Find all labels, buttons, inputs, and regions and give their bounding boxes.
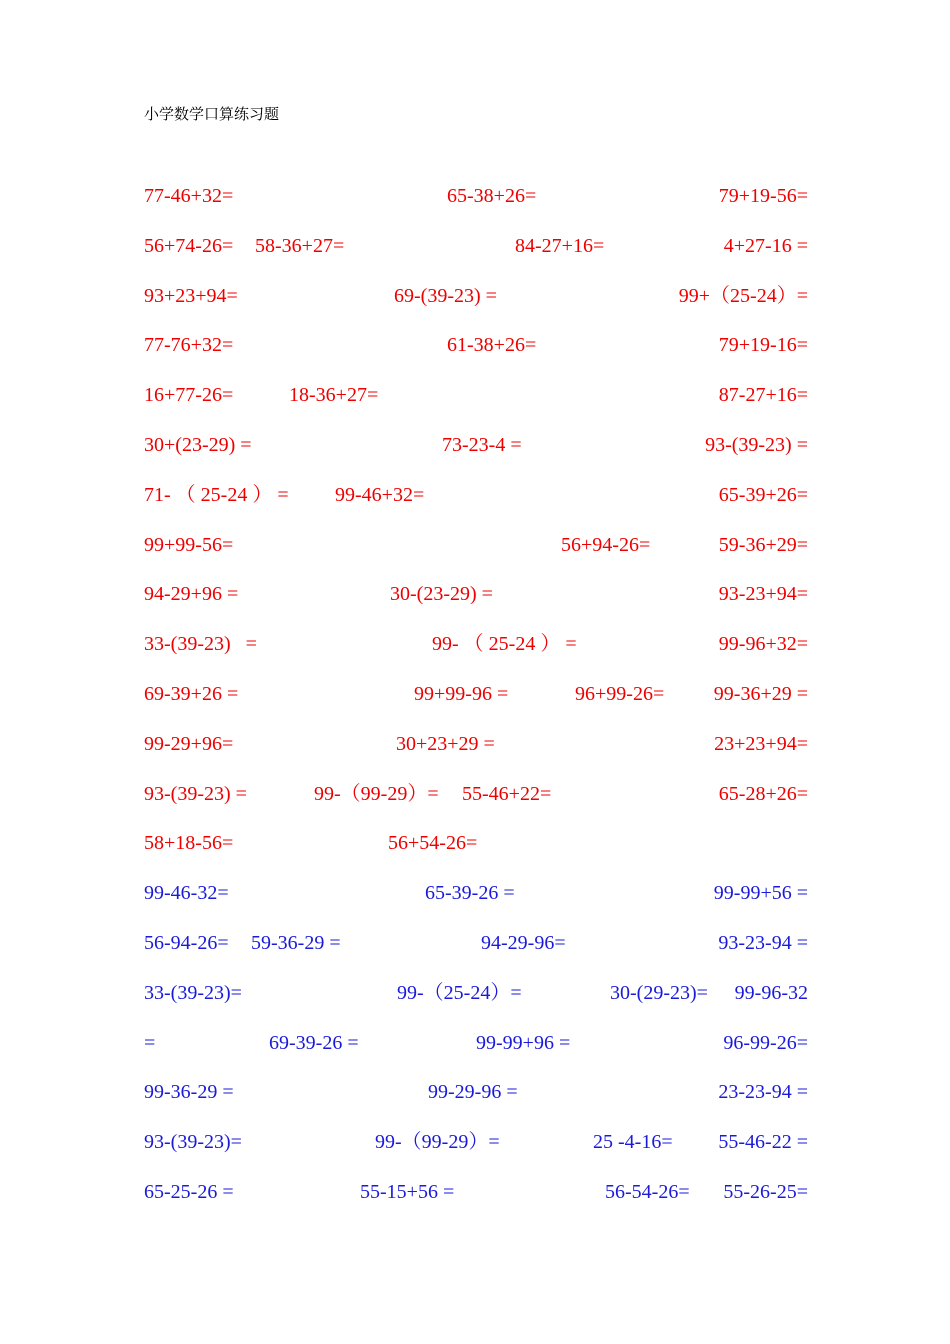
math-problem: 65-28+26= — [718, 782, 808, 805]
problem-row — [144, 532, 808, 558]
math-problem: 16+77-26= — [144, 384, 234, 407]
problem-row — [144, 880, 808, 906]
problem-row — [144, 1030, 808, 1056]
math-problem: 93-23+94= — [718, 583, 808, 606]
math-problem: 69-(39-23) = — [394, 284, 497, 307]
math-problem: 30+23+29 = — [396, 732, 495, 755]
math-problem: 69-39-26 = — [269, 1031, 359, 1054]
problem-row — [144, 283, 808, 309]
problem-row — [144, 183, 808, 209]
math-problem: 30-(29-23)= — [610, 981, 708, 1004]
math-problem: 65-39+26= — [718, 483, 808, 506]
problem-row — [144, 482, 808, 508]
math-problem: 65-39-26 = — [425, 882, 515, 905]
math-problem: 55-15+56 = — [360, 1181, 455, 1203]
math-problem: 99-36+29 = — [713, 683, 808, 705]
math-problem: 58+18-56= — [144, 832, 234, 855]
problem-row — [144, 830, 808, 856]
math-problem: 30-(23-29) = — [390, 583, 493, 606]
problem-row — [144, 233, 808, 259]
math-problem: 99- （ 25-24 ） = — [432, 633, 577, 656]
math-problem: 99+99-56= — [144, 533, 234, 556]
math-problem: 93-(39-23) = — [144, 782, 247, 805]
math-problem: 99-29+96= — [144, 732, 234, 755]
math-problem: 96-99-26= — [723, 1031, 808, 1054]
math-problem: 55-26-25= — [723, 1181, 808, 1203]
math-problem: 93+23+94= — [144, 284, 238, 307]
math-problem: 65-25-26 = — [144, 1181, 234, 1203]
math-problem: 99+（25-24）= — [678, 284, 808, 307]
math-problem: = — [144, 1031, 156, 1054]
problem-row — [144, 1129, 808, 1155]
problem-row — [144, 781, 808, 807]
math-problem: 33-(39-23) = — [144, 633, 257, 656]
math-problem: 99-36-29 = — [144, 1081, 234, 1104]
problem-row — [144, 382, 808, 408]
math-problem: 56+54-26= — [388, 832, 478, 855]
math-problem: 79+19-56= — [718, 185, 808, 207]
math-problem: 99-29-96 = — [428, 1081, 518, 1104]
problem-row — [144, 581, 808, 607]
math-problem: 99-（25-24）= — [397, 981, 522, 1004]
math-problem: 99-46-32= — [144, 882, 229, 905]
math-problem: 61-38+26= — [447, 334, 537, 357]
math-problem: 99-46+32= — [335, 483, 425, 506]
math-problem: 56-94-26= — [144, 932, 229, 954]
math-problem: 56+94-26= — [561, 533, 651, 556]
math-problem: 65-38+26= — [447, 185, 537, 207]
math-problem: 93-(39-23) = — [705, 434, 808, 456]
math-problem: 96+99-26= — [575, 683, 665, 705]
math-problem: 99-96-32 — [734, 981, 808, 1004]
math-problem: 99-99+56 = — [713, 882, 808, 905]
math-problem: 84-27+16= — [515, 234, 605, 257]
math-problem: 23+23+94= — [714, 732, 808, 755]
math-problem: 73-23-4 = — [442, 434, 522, 456]
worksheet-title: 小学数学口算练习题 — [144, 105, 280, 123]
math-problem: 99+99-96 = — [414, 683, 509, 705]
math-problem: 87-27+16= — [718, 384, 808, 407]
problem-row — [144, 332, 808, 358]
math-problem: 55-46-22 = — [718, 1131, 808, 1154]
math-problem: 79+19-16= — [718, 334, 808, 357]
math-problem: 99-96+32= — [718, 633, 808, 656]
math-problem: 30+(23-29) = — [144, 434, 252, 456]
math-problem: 56+74-26= — [144, 234, 234, 257]
problem-row — [144, 681, 808, 707]
math-problem: 33-(39-23)= — [144, 981, 242, 1004]
math-problem: 99-（99-29）= — [375, 1131, 500, 1154]
math-problem: 58-36+27= — [255, 234, 345, 257]
math-problem: 55-46+22= — [462, 782, 552, 805]
problem-row — [144, 432, 808, 458]
math-problem: 71- （ 25-24 ） = — [144, 483, 289, 506]
problem-row — [144, 631, 808, 657]
math-problem: 59-36-29 = — [251, 932, 341, 954]
math-problem: 23-23-94 = — [718, 1081, 808, 1104]
math-problem: 93-23-94 = — [718, 932, 808, 954]
math-problem: 94-29+96 = — [144, 583, 239, 606]
problem-row — [144, 1179, 808, 1205]
math-problem: 4+27-16 = — [723, 234, 808, 257]
math-problem: 59-36+29= — [718, 533, 808, 556]
problem-row — [144, 731, 808, 757]
problem-row — [144, 980, 808, 1006]
math-problem: 69-39+26 = — [144, 683, 239, 705]
math-problem: 99-99+96 = — [476, 1031, 571, 1054]
math-problem: 77-46+32= — [144, 185, 234, 207]
math-problem: 18-36+27= — [289, 384, 379, 407]
math-problem: 25 -4-16= — [593, 1131, 673, 1154]
math-problem: 93-(39-23)= — [144, 1131, 242, 1154]
problem-row — [144, 1079, 808, 1105]
math-problem: 56-54-26= — [605, 1181, 690, 1203]
math-problem: 94-29-96= — [481, 932, 566, 954]
math-problem: 77-76+32= — [144, 334, 234, 357]
math-problem: 99-（99-29）= — [314, 782, 439, 805]
problem-row — [144, 930, 808, 956]
